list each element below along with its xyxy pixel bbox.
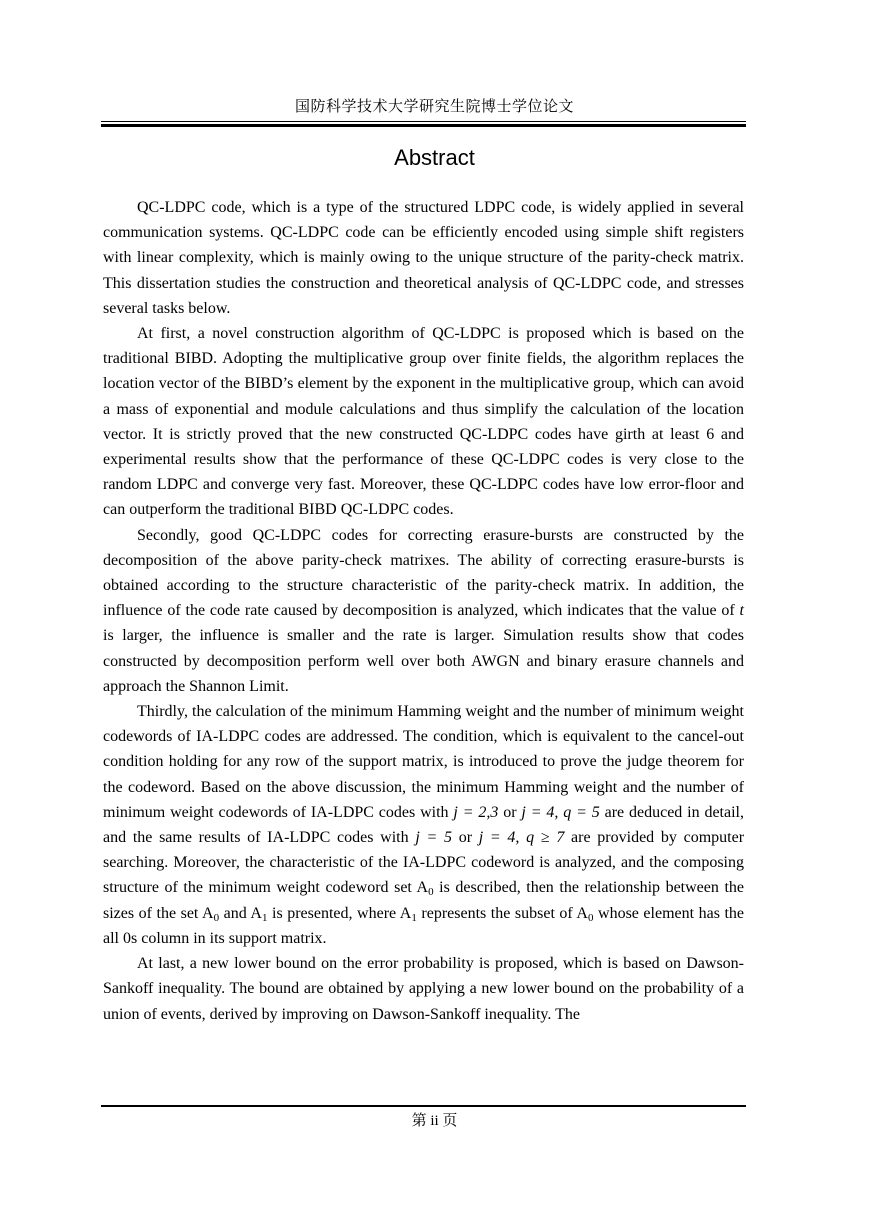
page-title: Abstract — [394, 145, 475, 170]
header-rule-thin — [101, 121, 746, 122]
paragraph-first: At first, a novel construction algorithm of QC-LDPC is proposed which is based on the traditional BIBD. Adopting the multiplicative group over finite fields, the algorithm replaces the location vector of the BIBD’s element by the exponent in the multiplicative group, which can avoid a mass of exponential and module calculations and thus simplify the calculation of the location vector. It is strictly proved that the new constructed QC-LDPC codes have girth at least 6 and experimental results show that the performance of these QC-LDPC codes is very close to the random LDPC and converge very fast. Moreover, these QC-LDPC codes have low error-floor and can outperform the traditional BIBD QC-LDPC codes. — [103, 325, 744, 519]
paragraph-last: At last, a new lower bound on the error probability is proposed, which is based on Dawson-Sankoff inequality. The bound are obtained by applying a new lower bound on the probability of a union of events, derived by improving on Dawson-Sankoff inequality. The — [103, 955, 744, 1023]
math-expression: j = 4, q = 5 — [521, 803, 600, 821]
running-header: 国防科学技术大学研究生院博士学位论文 — [294, 99, 574, 115]
paragraph-second: Secondly, good QC-LDPC codes for correcting erasure-bursts are constructed by the decomposition of the above parity-check matrixes. The ability of correcting erasure-bursts is obtained according to the structure characteristic of the parity-check matrix. In addition, the influence of the code rate caused by decomposition is analyzed, which indicates that the value of t is larger, the influence is smaller and the rate is larger. Simulation results show that codes constructed by decomposition perform well over both AWGN and binary erasure channels and approach the Shannon Limit. — [103, 526, 744, 695]
math-expression: j = 2,3 — [453, 803, 499, 821]
paragraph-intro: QC-LDPC code, which is a type of the structured LDPC code, is widely applied in several communication systems. QC-LDPC code can be efficiently encoded using simple shift registers with linear complexity, which is mainly owing to the unique structure of the parity-check matrix. This dissertation studies the construction and theoretical analysis of QC-LDPC code, and stresses several tasks below. — [103, 199, 744, 317]
math-expression: j = 5 — [415, 829, 452, 847]
math-expression: j = 4, q ≥ 7 — [478, 829, 565, 847]
footer-rule — [101, 1105, 746, 1107]
header-rule-thick — [101, 124, 746, 127]
page-number: 第 ii 页 — [411, 1113, 458, 1129]
paragraph-third: Thirdly, the calculation of the minimum Hamming weight and the number of minimum weight codewords of IA-LDPC codes are addressed. The condition, which is equivalent to the cancel-out condition holding for any row of the support matrix, is introduced to prove the judge theorem for the codeword. Based on the above discussion, the minimum Hamming weight and the number of minimum weight codewords of IA-LDPC codes with j = 2,3 or j = 4, q = 5 are deduced in detail, and the same results of IA-LDPC codes with j = 5 or j = 4, q ≥ 7 are provided by computer searching. Moreover, the characteristic of the IA-LDPC codeword is analyzed, and the composing structure of the minimum weight codeword set $A_0$ is described, then the relationship between the sizes of the set $A_0$ and $A_1$ is presented, where $A_1$ represents the subset of $A_0$ whose element has the all 0s column in its support matrix. — [103, 703, 745, 947]
abstract-body — [103, 195, 744, 1027]
